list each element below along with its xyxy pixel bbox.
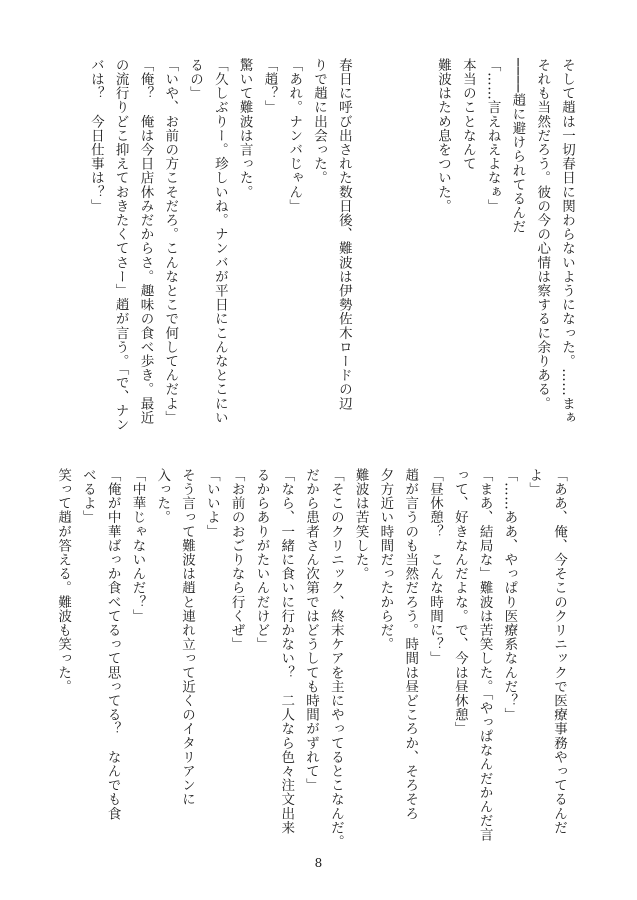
text-line: 笑って趙が答える。難波も笑った。 [55,468,72,694]
text-line: ────趙に避けられてるんだ [509,58,526,234]
text-line [405,58,430,438]
text-line: 春日に呼び出された数日後、難波は伊勢佐木ロードの辺 [335,58,352,411]
text-line: るからありがたいんだけど」 [253,468,270,652]
text-line: バは？ 今日仕事は？」 [87,58,104,214]
text-line: 驚いて難波は言った。 [236,58,253,199]
text-line: るの」 [187,58,204,101]
text-line: べるよ」 [79,468,96,525]
text-line: そう言って難波は趙と連れ立って近くのイタリアンに [179,468,196,807]
text-line: 「あれ。ナンバじゃん」 [286,58,303,214]
text-line: 「いや、お前の方こそだろ。こんなとこで何してんだよ」 [162,58,179,425]
text-line: の流行りどこ抑えておきたくてさー」趙が言う。「で、ナン [112,58,129,432]
text-line: 本当のことなんて [459,58,476,171]
text-line: よ」 [526,468,543,497]
text-line: って、好きなんだよな。で、今は昼休憩」 [451,468,468,736]
lower-text-block [50,468,571,848]
upper-text-block [83,58,579,438]
text-line: 入った。 [154,468,171,525]
text-line: 「昼休憩？ こんな時間に？」 [427,468,444,666]
text-line: 「なら、一緒に食いに行かない？ 二人なら色々注文出来 [278,468,295,835]
text-line: 「俺？ 俺は今日店休みだからさ。趣味の食べ歩き。最近 [137,58,154,425]
text-line: 「お前のおごりなら行くぜ」 [228,468,245,652]
text-line: 「いいよ」 [203,468,220,539]
text-line: 「ああ、俺、今そこのクリニックで医療事務やってるんだ [551,468,567,835]
text-line: 「俺が中華ばっか食べてるって思ってる？ なんでも食 [104,468,121,821]
text-line: 夕方近い時間だったからだ。 [377,468,394,652]
text-line: だから患者さん次第ではどうしても時間がずれて」 [303,468,320,793]
text-line: 「そこのクリニック、終末ケアを主にやってるとこなんだ。 [327,468,344,849]
text-line: 「……言えねえよなぁ」 [484,58,501,214]
text-line: 「趙？」 [261,58,278,115]
text-line: りで趙に出会った。 [311,58,328,185]
text-line: 難波はため息をついた。 [435,58,452,214]
text-line: 「中華じゃないんだ？」 [129,468,146,624]
text-line: 趙が言うのも当然だろう。時間は昼どころか、そろそろ [402,468,419,821]
text-line [356,58,381,438]
text-line: そして趙は一切春日に関わらないようになった。……まぁ [559,58,575,425]
text-line: 「……ああ、やっぱり医療系なんだ？」 [501,468,518,722]
text-line: 「まあ、結局な」難波は苦笑した。「やっぱなんだかんだ言 [476,468,493,842]
page-number: 8 [314,856,323,870]
text-line [381,58,406,438]
text-line: それも当然だろう。彼の今の心情は察するに余りある。 [534,58,551,411]
text-line: 「久しぶりー。珍しいね。ナンバが平日にこんなとこにい [211,58,228,425]
text-line: 難波は苦笑した。 [352,468,369,581]
